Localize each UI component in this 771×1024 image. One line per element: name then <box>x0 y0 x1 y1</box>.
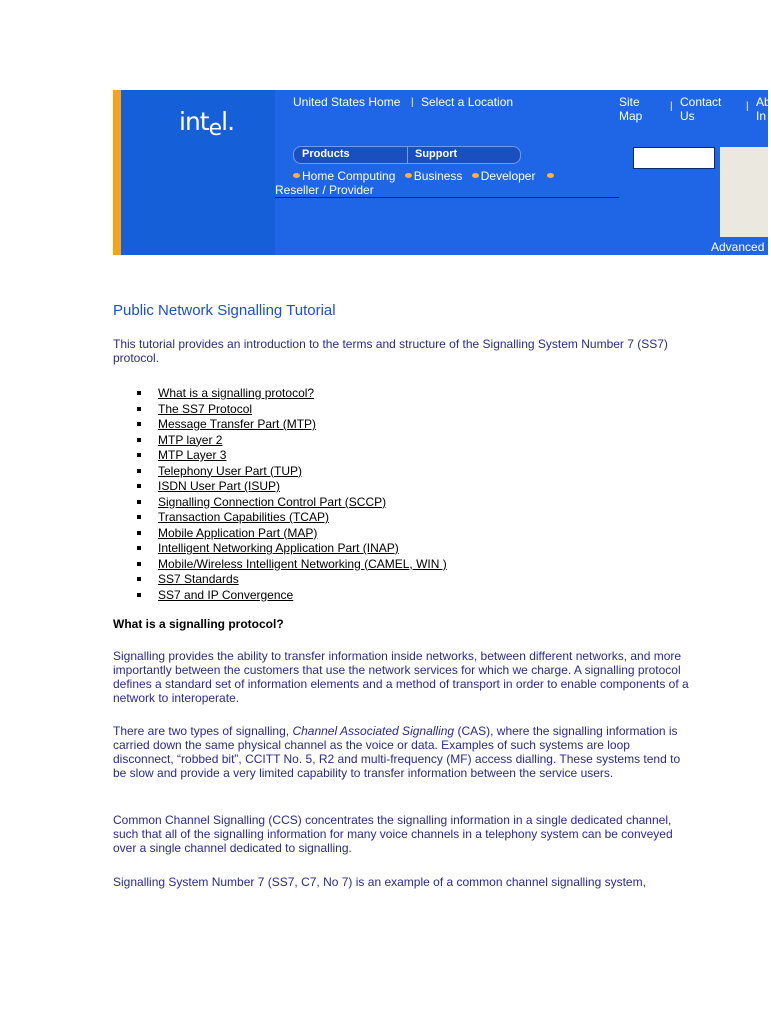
toc-item <box>113 495 447 511</box>
toc-item <box>113 510 447 526</box>
nav-about[interactable] <box>756 95 771 123</box>
subnav-home-computing[interactable] <box>275 169 395 183</box>
bullet-icon <box>137 407 141 411</box>
toc-item <box>113 557 447 573</box>
nav-contact-line: Us <box>680 109 695 123</box>
intro-paragraph: This tutorial provides an introduction to the terms and structure of the Signalling System Number 7 (SS7) protocol. <box>113 337 668 365</box>
sub-navigation <box>275 169 619 197</box>
paragraph-ccs: Common Channel Signalling (CCS) concentrates the signalling information in a single dedicated channel, such that all of the signalling information for many voice channels in a telephony system can be conveyed over a single channel dedicated to signalling. <box>113 813 673 855</box>
toc-item <box>113 572 447 588</box>
toc-link[interactable]: Intelligent Networking Application Part (INAP) <box>158 541 399 555</box>
nav-site-map-line: Site <box>619 95 640 109</box>
toc-item <box>113 541 447 557</box>
toc-link[interactable]: The SS7 Protocol <box>158 401 253 416</box>
paragraph-cas-emphasis: Channel Associated Signalling <box>292 724 455 738</box>
bullet-icon <box>137 531 141 535</box>
toc-item <box>113 386 447 402</box>
bullet-icon <box>137 484 141 488</box>
paragraph-ss7: Signalling System Number 7 (SS7, C7, No 7) is an example of a common channel signalling system, <box>113 875 646 889</box>
nav-contact-us[interactable] <box>680 95 721 123</box>
gray-panel <box>720 147 768 237</box>
table-of-contents <box>113 386 447 603</box>
intel-logo[interactable] <box>179 107 235 141</box>
logo-drop-e: e <box>208 116 222 141</box>
toc-item <box>113 479 447 495</box>
orange-dot-icon <box>405 173 412 178</box>
bullet-icon <box>137 453 141 457</box>
page-title: Public Network Signalling Tutorial <box>113 302 336 319</box>
nav-select-location[interactable]: Select a Location <box>421 95 514 109</box>
main-tabs <box>293 146 521 164</box>
nav-separator: | <box>670 101 673 112</box>
tab-support[interactable]: Support <box>415 148 458 160</box>
nav-united-states-home[interactable]: United States Home <box>293 95 401 109</box>
bullet-icon <box>137 577 141 581</box>
toc-link[interactable]: Message Transfer Part (MTP) <box>158 417 317 431</box>
bullet-icon <box>137 422 141 426</box>
toc-item <box>113 464 447 480</box>
nav-separator: | <box>746 101 749 112</box>
subnav-developer-label: Developer <box>480 169 536 183</box>
search-input[interactable] <box>633 147 715 169</box>
bullet-icon <box>137 546 141 550</box>
toc-link[interactable]: ISDN User Part (ISUP) <box>158 479 281 493</box>
subnav-business-label: Business <box>413 169 463 183</box>
nav-site-map-line: Map <box>619 109 643 123</box>
bullet-icon <box>137 562 141 566</box>
logo-part: int <box>179 107 209 136</box>
toc-link[interactable]: MTP Layer 3 <box>158 448 227 462</box>
orange-dot-icon <box>472 173 479 178</box>
toc-item <box>113 402 447 418</box>
subnav-divider <box>275 197 619 198</box>
toc-item <box>113 526 447 542</box>
toc-link[interactable]: SS7 and IP Convergence <box>158 587 294 602</box>
header-banner <box>113 90 771 255</box>
logo-area <box>121 90 275 255</box>
paragraph-cas-text: (CAS), where the signalling information is carried down the same physical channel as the voice or data. Examples of such systems are loop disconnect, “robbed bit”, CCITT No. 5, R2 and multi-frequency (MF) access dialling. These systems tend to be slow and provide a very limited capability to transfer information between the service users. <box>113 724 681 780</box>
toc-link[interactable]: What is a signalling protocol? <box>158 386 315 400</box>
toc-link[interactable]: Mobile/Wireless Intelligent Networking (CAMEL, WIN ) <box>158 556 447 571</box>
bullet-icon <box>137 391 141 395</box>
toc-link[interactable]: Telephony User Part (TUP) <box>158 463 303 478</box>
toc-link[interactable]: SS7 Standards <box>158 572 239 586</box>
advanced-search-link[interactable]: Advanced <box>711 240 765 254</box>
toc-link[interactable]: Signalling Connection Control Part (SCCP) <box>158 494 387 509</box>
toc-item <box>113 433 447 449</box>
paragraph-cas <box>113 724 693 780</box>
toc-link[interactable]: Transaction Capabilities (TCAP) <box>158 510 329 524</box>
nav-contact-line: Contact <box>680 95 722 109</box>
orange-dot-icon <box>293 173 300 178</box>
logo-part: l. <box>221 107 235 136</box>
bullet-icon <box>137 593 141 597</box>
subnav-business[interactable] <box>405 169 463 183</box>
subnav-home-computing-label: Home Computing <box>302 169 396 183</box>
nav-separator: | <box>411 97 414 108</box>
toc-item <box>113 448 447 464</box>
bullet-icon <box>137 500 141 504</box>
subnav-reseller[interactable]: Reseller / Provider <box>275 183 374 197</box>
bullet-icon <box>137 469 141 473</box>
paragraph-cas-text: There are two types of signalling, <box>113 724 293 738</box>
paragraph-signalling: Signalling provides the ability to transfer information inside networks, between different networks, and more importantly between the customers that use the network services for which we charge. A signalling protocol defines a standard set of information elements and a method of transport in order to enable components of a network to interoperate. <box>113 649 689 705</box>
toc-link[interactable]: MTP layer 2 <box>158 432 223 447</box>
toc-item <box>113 417 447 433</box>
nav-about-line: Ab <box>756 95 771 109</box>
subnav-developer[interactable] <box>472 169 536 183</box>
tab-products[interactable]: Products <box>302 148 350 160</box>
toc-item <box>113 588 447 604</box>
orange-dot-icon <box>547 173 554 178</box>
nav-about-line: In <box>756 109 767 123</box>
bullet-icon <box>137 438 141 442</box>
bullet-icon <box>137 515 141 519</box>
tab-divider <box>407 147 408 163</box>
section-heading: What is a signalling protocol? <box>113 617 284 631</box>
nav-site-map[interactable] <box>619 95 642 123</box>
toc-link[interactable]: Mobile Application Part (MAP) <box>158 525 318 540</box>
orange-accent-bar <box>113 90 121 255</box>
